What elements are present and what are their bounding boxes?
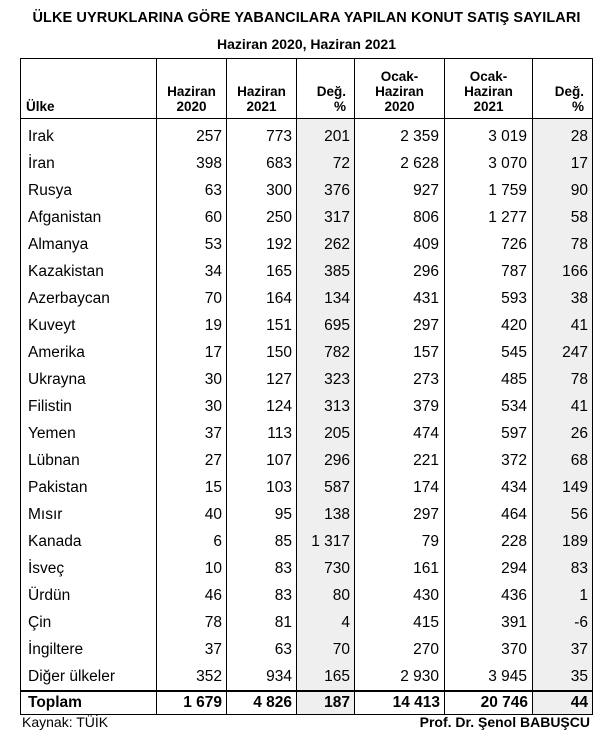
cell-janjun2020: 415 (355, 609, 445, 636)
cell-jun2021: 103 (227, 474, 297, 501)
cell-country: İngiltere (21, 636, 157, 663)
cell-change-cumulative: 68 (533, 447, 593, 474)
cell-country: Ürdün (21, 582, 157, 609)
cell-janjun2020: 79 (355, 528, 445, 555)
cell-janjun2021: 534 (445, 393, 533, 420)
cell-country: Azerbaycan (21, 285, 157, 312)
header-janjun2020: Ocak- Haziran 2020 (355, 59, 445, 119)
cell-country: Kuveyt (21, 312, 157, 339)
table-row (21, 393, 593, 420)
cell-change-cumulative: 247 (533, 339, 593, 366)
cell-jun2021: 192 (227, 231, 297, 258)
header-janjun2021: Ocak- Haziran 2021 (445, 59, 533, 119)
cell-change-cumulative: 149 (533, 474, 593, 501)
cell-jun2021: 63 (227, 636, 297, 663)
table-row (21, 150, 593, 177)
table-row (21, 312, 593, 339)
table-row (21, 258, 593, 285)
cell-country: Yemen (21, 420, 157, 447)
cell-change-monthly: 313 (297, 393, 355, 420)
cell-janjun2021: 1 277 (445, 204, 533, 231)
table-row (21, 285, 593, 312)
cell-jun2021: 113 (227, 420, 297, 447)
total-label: Toplam (21, 691, 157, 715)
cell-janjun2020: 409 (355, 231, 445, 258)
header-change-monthly: Değ. % (297, 59, 355, 119)
cell-country: Kanada (21, 528, 157, 555)
cell-change-monthly: 782 (297, 339, 355, 366)
cell-jun2020: 78 (157, 609, 227, 636)
cell-change-cumulative: 17 (533, 150, 593, 177)
cell-change-monthly: 587 (297, 474, 355, 501)
cell-jun2021: 250 (227, 204, 297, 231)
cell-janjun2020: 474 (355, 420, 445, 447)
cell-jun2021: 683 (227, 150, 297, 177)
table-row (21, 119, 593, 151)
cell-janjun2021: 545 (445, 339, 533, 366)
cell-country: Lübnan (21, 447, 157, 474)
cell-jun2020: 6 (157, 528, 227, 555)
cell-janjun2020: 2 359 (355, 119, 445, 151)
cell-change-monthly: 4 (297, 609, 355, 636)
cell-janjun2020: 221 (355, 447, 445, 474)
cell-jun2020: 53 (157, 231, 227, 258)
cell-jun2021: 934 (227, 663, 297, 691)
cell-jun2021: 81 (227, 609, 297, 636)
cell-janjun2020: 174 (355, 474, 445, 501)
cell-change-cumulative: 35 (533, 663, 593, 691)
cell-change-monthly: 80 (297, 582, 355, 609)
cell-janjun2021: 593 (445, 285, 533, 312)
cell-change-monthly: 695 (297, 312, 355, 339)
cell-country: Çin (21, 609, 157, 636)
cell-change-cumulative: 37 (533, 636, 593, 663)
cell-country: İran (21, 150, 157, 177)
source-note: Kaynak: TÜİK (22, 714, 109, 730)
cell-janjun2020: 431 (355, 285, 445, 312)
cell-janjun2020: 270 (355, 636, 445, 663)
cell-jun2020: 63 (157, 177, 227, 204)
cell-jun2020: 60 (157, 204, 227, 231)
cell-janjun2020: 161 (355, 555, 445, 582)
cell-janjun2021: 3 945 (445, 663, 533, 691)
cell-janjun2020: 927 (355, 177, 445, 204)
cell-change-cumulative: -6 (533, 609, 593, 636)
total-change-cumulative: 44 (533, 691, 593, 715)
cell-janjun2020: 379 (355, 393, 445, 420)
cell-country: Amerika (21, 339, 157, 366)
cell-janjun2021: 391 (445, 609, 533, 636)
cell-janjun2021: 464 (445, 501, 533, 528)
cell-change-monthly: 201 (297, 119, 355, 151)
cell-janjun2021: 370 (445, 636, 533, 663)
cell-change-cumulative: 58 (533, 204, 593, 231)
cell-jun2020: 10 (157, 555, 227, 582)
table-row (21, 501, 593, 528)
total-jun2021: 4 826 (227, 691, 297, 715)
cell-jun2021: 107 (227, 447, 297, 474)
cell-jun2020: 17 (157, 339, 227, 366)
cell-change-monthly: 262 (297, 231, 355, 258)
cell-janjun2020: 297 (355, 312, 445, 339)
cell-jun2021: 85 (227, 528, 297, 555)
cell-change-cumulative: 83 (533, 555, 593, 582)
cell-janjun2020: 2 628 (355, 150, 445, 177)
cell-jun2020: 15 (157, 474, 227, 501)
table-title: ÜLKE UYRUKLARINA GÖRE YABANCILARA YAPILAN KONUT SATIŞ SAYILARI (32, 10, 581, 26)
cell-country: Almanya (21, 231, 157, 258)
cell-janjun2021: 294 (445, 555, 533, 582)
table-row (21, 204, 593, 231)
table-row (21, 663, 593, 691)
cell-jun2020: 19 (157, 312, 227, 339)
cell-change-cumulative: 26 (533, 420, 593, 447)
cell-janjun2021: 434 (445, 474, 533, 501)
cell-country: Mısır (21, 501, 157, 528)
cell-change-monthly: 1 317 (297, 528, 355, 555)
cell-change-monthly: 296 (297, 447, 355, 474)
cell-change-cumulative: 41 (533, 312, 593, 339)
cell-janjun2020: 297 (355, 501, 445, 528)
cell-change-monthly: 323 (297, 366, 355, 393)
cell-jun2021: 95 (227, 501, 297, 528)
table-row (21, 420, 593, 447)
cell-change-monthly: 138 (297, 501, 355, 528)
cell-jun2020: 46 (157, 582, 227, 609)
cell-jun2021: 164 (227, 285, 297, 312)
cell-jun2020: 37 (157, 420, 227, 447)
cell-janjun2021: 1 759 (445, 177, 533, 204)
cell-jun2020: 30 (157, 393, 227, 420)
cell-jun2020: 34 (157, 258, 227, 285)
header-country: Ülke (21, 59, 157, 119)
cell-country: Rusya (21, 177, 157, 204)
cell-change-monthly: 317 (297, 204, 355, 231)
cell-jun2020: 27 (157, 447, 227, 474)
cell-janjun2021: 436 (445, 582, 533, 609)
cell-change-cumulative: 166 (533, 258, 593, 285)
cell-change-monthly: 134 (297, 285, 355, 312)
cell-country: Kazakistan (21, 258, 157, 285)
cell-jun2020: 257 (157, 119, 227, 151)
author-credit: Prof. Dr. Şenol BABUŞCU (419, 714, 590, 730)
cell-change-monthly: 165 (297, 663, 355, 691)
total-janjun2020: 14 413 (355, 691, 445, 715)
table-row (21, 366, 593, 393)
cell-jun2021: 124 (227, 393, 297, 420)
cell-janjun2021: 485 (445, 366, 533, 393)
table-row (21, 447, 593, 474)
cell-jun2020: 352 (157, 663, 227, 691)
cell-jun2021: 83 (227, 555, 297, 582)
table-row (21, 609, 593, 636)
cell-change-cumulative: 28 (533, 119, 593, 151)
cell-jun2021: 773 (227, 119, 297, 151)
cell-jun2021: 150 (227, 339, 297, 366)
cell-jun2021: 127 (227, 366, 297, 393)
cell-change-monthly: 205 (297, 420, 355, 447)
cell-country: İsveç (21, 555, 157, 582)
cell-change-cumulative: 90 (533, 177, 593, 204)
cell-jun2021: 165 (227, 258, 297, 285)
table-row (21, 177, 593, 204)
table-row (21, 582, 593, 609)
cell-janjun2021: 726 (445, 231, 533, 258)
table-row (21, 339, 593, 366)
cell-change-cumulative: 78 (533, 231, 593, 258)
cell-country: Filistin (21, 393, 157, 420)
cell-janjun2020: 430 (355, 582, 445, 609)
cell-jun2020: 37 (157, 636, 227, 663)
cell-janjun2021: 420 (445, 312, 533, 339)
table-row (21, 528, 593, 555)
table-row (21, 474, 593, 501)
housing-sales-table (20, 58, 593, 715)
table-row (21, 636, 593, 663)
cell-country: Diğer ülkeler (21, 663, 157, 691)
cell-janjun2021: 372 (445, 447, 533, 474)
cell-jun2020: 40 (157, 501, 227, 528)
header-change-cumulative: Değ. % (533, 59, 593, 119)
cell-janjun2021: 228 (445, 528, 533, 555)
cell-janjun2021: 3 070 (445, 150, 533, 177)
cell-jun2021: 83 (227, 582, 297, 609)
cell-country: Ukrayna (21, 366, 157, 393)
cell-janjun2020: 296 (355, 258, 445, 285)
header-jun2021: Haziran 2021 (227, 59, 297, 119)
cell-jun2020: 70 (157, 285, 227, 312)
cell-change-monthly: 385 (297, 258, 355, 285)
table-row (21, 555, 593, 582)
cell-country: Afganistan (21, 204, 157, 231)
table-row (21, 231, 593, 258)
cell-change-cumulative: 78 (533, 366, 593, 393)
cell-change-cumulative: 41 (533, 393, 593, 420)
cell-janjun2020: 2 930 (355, 663, 445, 691)
cell-janjun2021: 787 (445, 258, 533, 285)
header-jun2020: Haziran 2020 (157, 59, 227, 119)
table-subtitle: Haziran 2020, Haziran 2021 (217, 36, 396, 52)
cell-change-monthly: 376 (297, 177, 355, 204)
cell-janjun2021: 597 (445, 420, 533, 447)
cell-janjun2021: 3 019 (445, 119, 533, 151)
total-change-monthly: 187 (297, 691, 355, 715)
cell-jun2021: 151 (227, 312, 297, 339)
cell-change-monthly: 70 (297, 636, 355, 663)
cell-jun2021: 300 (227, 177, 297, 204)
total-janjun2021: 20 746 (445, 691, 533, 715)
cell-change-cumulative: 38 (533, 285, 593, 312)
cell-change-cumulative: 56 (533, 501, 593, 528)
cell-jun2020: 30 (157, 366, 227, 393)
total-jun2020: 1 679 (157, 691, 227, 715)
cell-country: Irak (21, 119, 157, 151)
cell-janjun2020: 273 (355, 366, 445, 393)
total-row (21, 691, 593, 715)
cell-change-monthly: 72 (297, 150, 355, 177)
cell-janjun2020: 157 (355, 339, 445, 366)
cell-change-cumulative: 1 (533, 582, 593, 609)
header-row (21, 59, 593, 119)
cell-jun2020: 398 (157, 150, 227, 177)
cell-change-monthly: 730 (297, 555, 355, 582)
cell-change-cumulative: 189 (533, 528, 593, 555)
cell-janjun2020: 806 (355, 204, 445, 231)
cell-country: Pakistan (21, 474, 157, 501)
